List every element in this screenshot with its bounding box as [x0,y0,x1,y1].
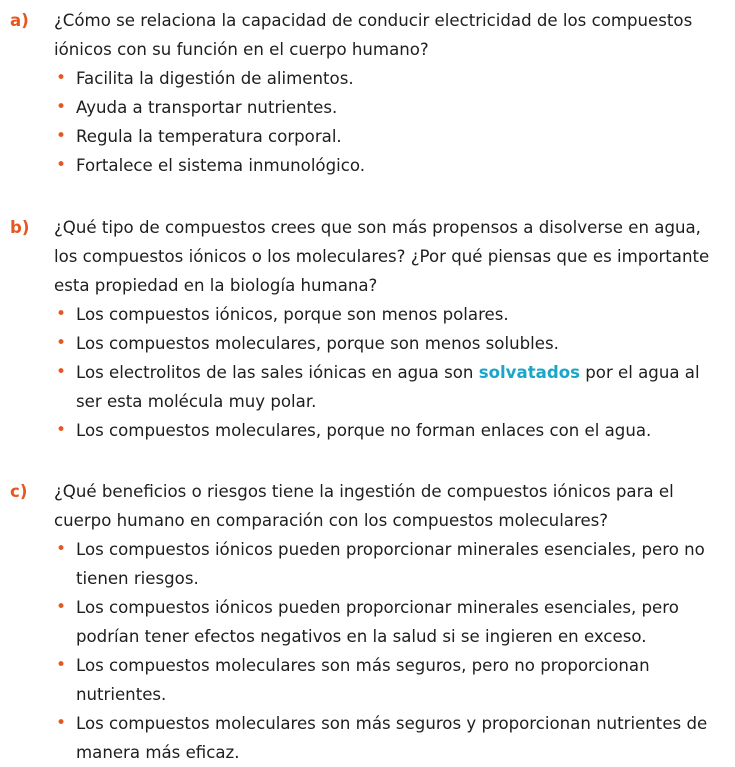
option-item[interactable] [54,329,725,358]
option-item[interactable] [54,93,725,122]
option-item[interactable] [54,593,725,651]
bullet-icon: • [56,126,67,146]
option-item[interactable] [54,151,725,180]
option-text: Los compuestos iónicos pueden proporcionar minerales esenciales, pero no tienen riesgos. [76,540,705,588]
question-letter: a) [10,11,29,30]
question-c [10,477,725,767]
option-item[interactable] [54,416,725,445]
bullet-icon: • [56,304,67,324]
question-a [10,6,725,180]
option-text: Ayuda a transportar nutrientes. [76,98,338,117]
option-text: Los compuestos moleculares, porque son menos solubles. [76,334,559,353]
option-item[interactable] [54,122,725,151]
bullet-icon: • [56,713,67,733]
question-b [10,213,725,445]
bullet-icon: • [56,597,67,617]
question-text: ¿Qué beneficios o riesgos tiene la ingestión de compuestos iónicos para el cuerpo humano en comparación con los compuestos moleculares? [54,482,674,530]
option-item[interactable] [54,64,725,93]
option-text: Los compuestos iónicos, porque son menos polares. [76,305,509,324]
option-text: Facilita la digestión de alimentos. [76,69,354,88]
question-text: ¿Cómo se relaciona la capacidad de conducir electricidad de los compuestos iónicos con su función en el cuerpo humano? [54,11,693,59]
bullet-icon: • [56,68,67,88]
bullet-icon: • [56,333,67,353]
bullet-icon: • [56,420,67,440]
option-item[interactable] [54,651,725,709]
option-text-after: por el agua al ser esta molécula muy polar. [76,363,700,411]
question-letter: c) [10,482,28,501]
option-text: Los compuestos iónicos pueden proporcionar minerales esenciales, pero podrían tener efectos negativos en la salud si se ingieren en exceso. [76,598,679,646]
option-item[interactable] [54,709,725,767]
option-item[interactable] [54,300,725,329]
highlighted-term: solvatados [478,363,580,382]
question-text: ¿Qué tipo de compuestos crees que son más propensos a disolverse en agua, los compuestos iónicos o los moleculares? ¿Por qué piensas que es importante esta propiedad en la biología humana? [54,218,710,295]
option-text: Los compuestos moleculares, porque no forman enlaces con el agua. [76,421,652,440]
bullet-icon: • [56,539,67,559]
option-text: Regula la temperatura corporal. [76,127,342,146]
option-text: Fortalece el sistema inmunológico. [76,156,365,175]
question-letter: b) [10,218,30,237]
option-list [54,535,725,767]
bullet-icon: • [56,97,67,117]
option-item[interactable] [54,535,725,593]
option-item-highlighted[interactable] [54,358,725,416]
bullet-icon: • [56,655,67,675]
option-text-before: Los electrolitos de las sales iónicas en agua son [76,363,479,382]
option-list [54,300,725,445]
option-list [54,64,725,180]
bullet-icon: • [56,155,67,175]
option-text: Los compuestos moleculares son más seguros y proporcionan nutrientes de manera más eficaz. [76,714,708,762]
option-text: Los compuestos moleculares son más seguros, pero no proporcionan nutrientes. [76,656,650,704]
bullet-icon: • [56,362,67,382]
